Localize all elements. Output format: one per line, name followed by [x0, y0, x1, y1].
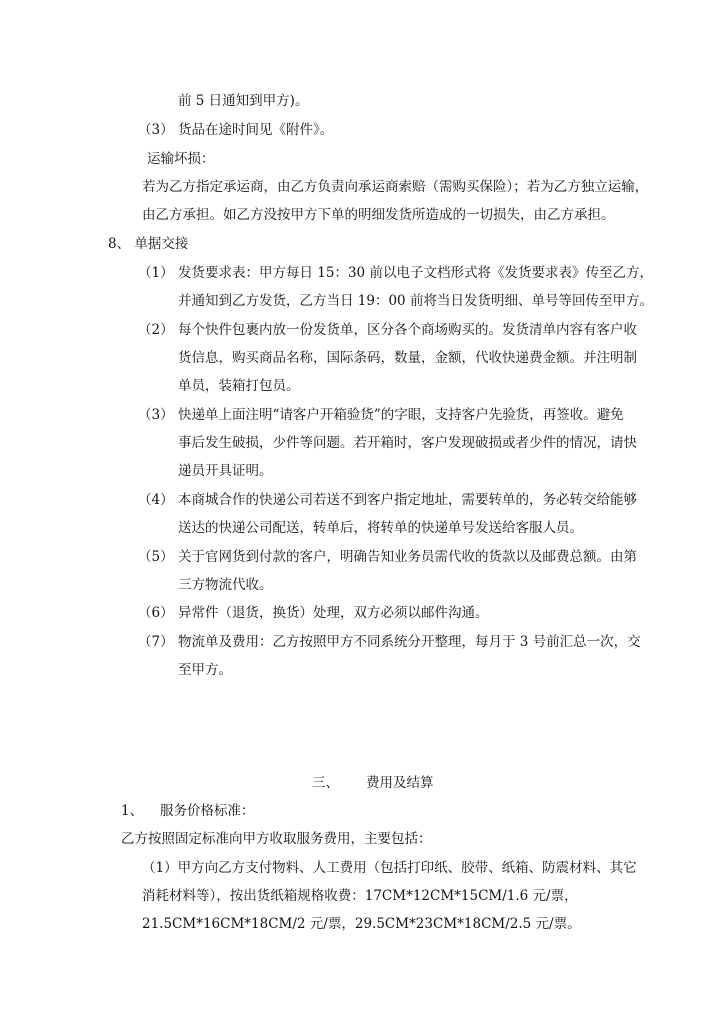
item-text-line: 关于官网货到付款的客户，明确告知业务员需代收的货款以及邮费总额。由第 [178, 549, 637, 565]
item-text-line: 发货要求表：甲方每日 15：30 前以电子文档形式将《发货要求表》传至乙方， [178, 265, 653, 281]
continued-text: 前 5 日通知到甲方)。 [178, 93, 309, 109]
item-text-line: 货信息，购买商品名称，国际条码，数量，金额，代收快递费金额。并注明制 [178, 350, 637, 366]
subsection-number: 1、 [121, 803, 144, 819]
item-number: （7） [138, 634, 174, 650]
damage-title: 运输坏损： [147, 151, 215, 167]
item-text: 货品在途时间见《附件》。 [178, 122, 334, 138]
section-heading: 费用及结算 [366, 775, 434, 791]
damage-paragraph-line: 若为乙方指定承运商，由乙方负责向承运商索赔（需购买保险）；若为乙方独立运输， [142, 179, 649, 195]
item-number: （3） [138, 122, 174, 138]
item-number: （2） [138, 322, 174, 338]
fee-line: 21.5CM*16CM*18CM/2 元/票，29.5CM*23CM*18CM/2.5 元/票。 [142, 916, 581, 932]
fee-intro: 乙方按照固定标准向甲方收取服务费用，主要包括： [121, 831, 432, 847]
item-text-line: 至甲方。 [178, 662, 232, 678]
item-number: （1） [138, 265, 174, 281]
item-number: （6） [138, 605, 174, 621]
fee-line: （1）甲方向乙方支付物料、人工费用（包括打印纸、胶带、纸箱、防震材料、其它 [142, 860, 637, 876]
item-text-line: 本商城合作的快递公司若送不到客户指定地址，需要转单的，务必转交给能够 [178, 492, 637, 508]
item-number: （4） [138, 492, 174, 508]
item-number: （5） [138, 549, 174, 565]
item-text-line: 递员开具证明。 [178, 463, 273, 479]
item-text-line: 快递单上面注明“请客户开箱验货”的字眼，支持客户先验货，再签收。避免 [178, 407, 624, 423]
item-text-line: 物流单及费用：乙方按照甲方不同系统分开整理，每月于 3 号前汇总一次，交 [178, 634, 641, 650]
item-text-line: 事后发生破损，少件等问题。若开箱时，客户发现破损或者少件的情况，请快 [178, 435, 637, 451]
section-heading: 8、 单据交接 [108, 236, 189, 252]
subsection-title: 服务价格标准： [160, 803, 255, 819]
item-text-line: 每个快件包裹内放一份发货单，区分各个商场购买的。发货清单内容有客户收 [178, 322, 637, 338]
item-text-line: 单员，装箱打包员。 [178, 378, 300, 394]
item-text-line: 异常件（退货，换货）处理，双方必须以邮件沟通。 [178, 605, 489, 621]
section-number: 三、 [312, 775, 339, 791]
item-text-line: 三方物流代收。 [178, 577, 273, 593]
item-text-line: 并通知到乙方发货，乙方当日 19：00 前将当日发货明细、单号等回传至甲方。 [178, 293, 653, 309]
item-text-line: 送达的快递公司配送，转单后，将转单的快递单号发送给客服人员。 [178, 520, 583, 536]
fee-line: 消耗材料等），按出货纸箱规格收费：17CM*12CM*15CM/1.6 元/票， [142, 888, 578, 904]
damage-paragraph-line: 由乙方承担。如乙方没按甲方下单的明细发货所造成的一切损失，由乙方承担。 [142, 207, 615, 223]
item-number: （3） [138, 407, 174, 423]
